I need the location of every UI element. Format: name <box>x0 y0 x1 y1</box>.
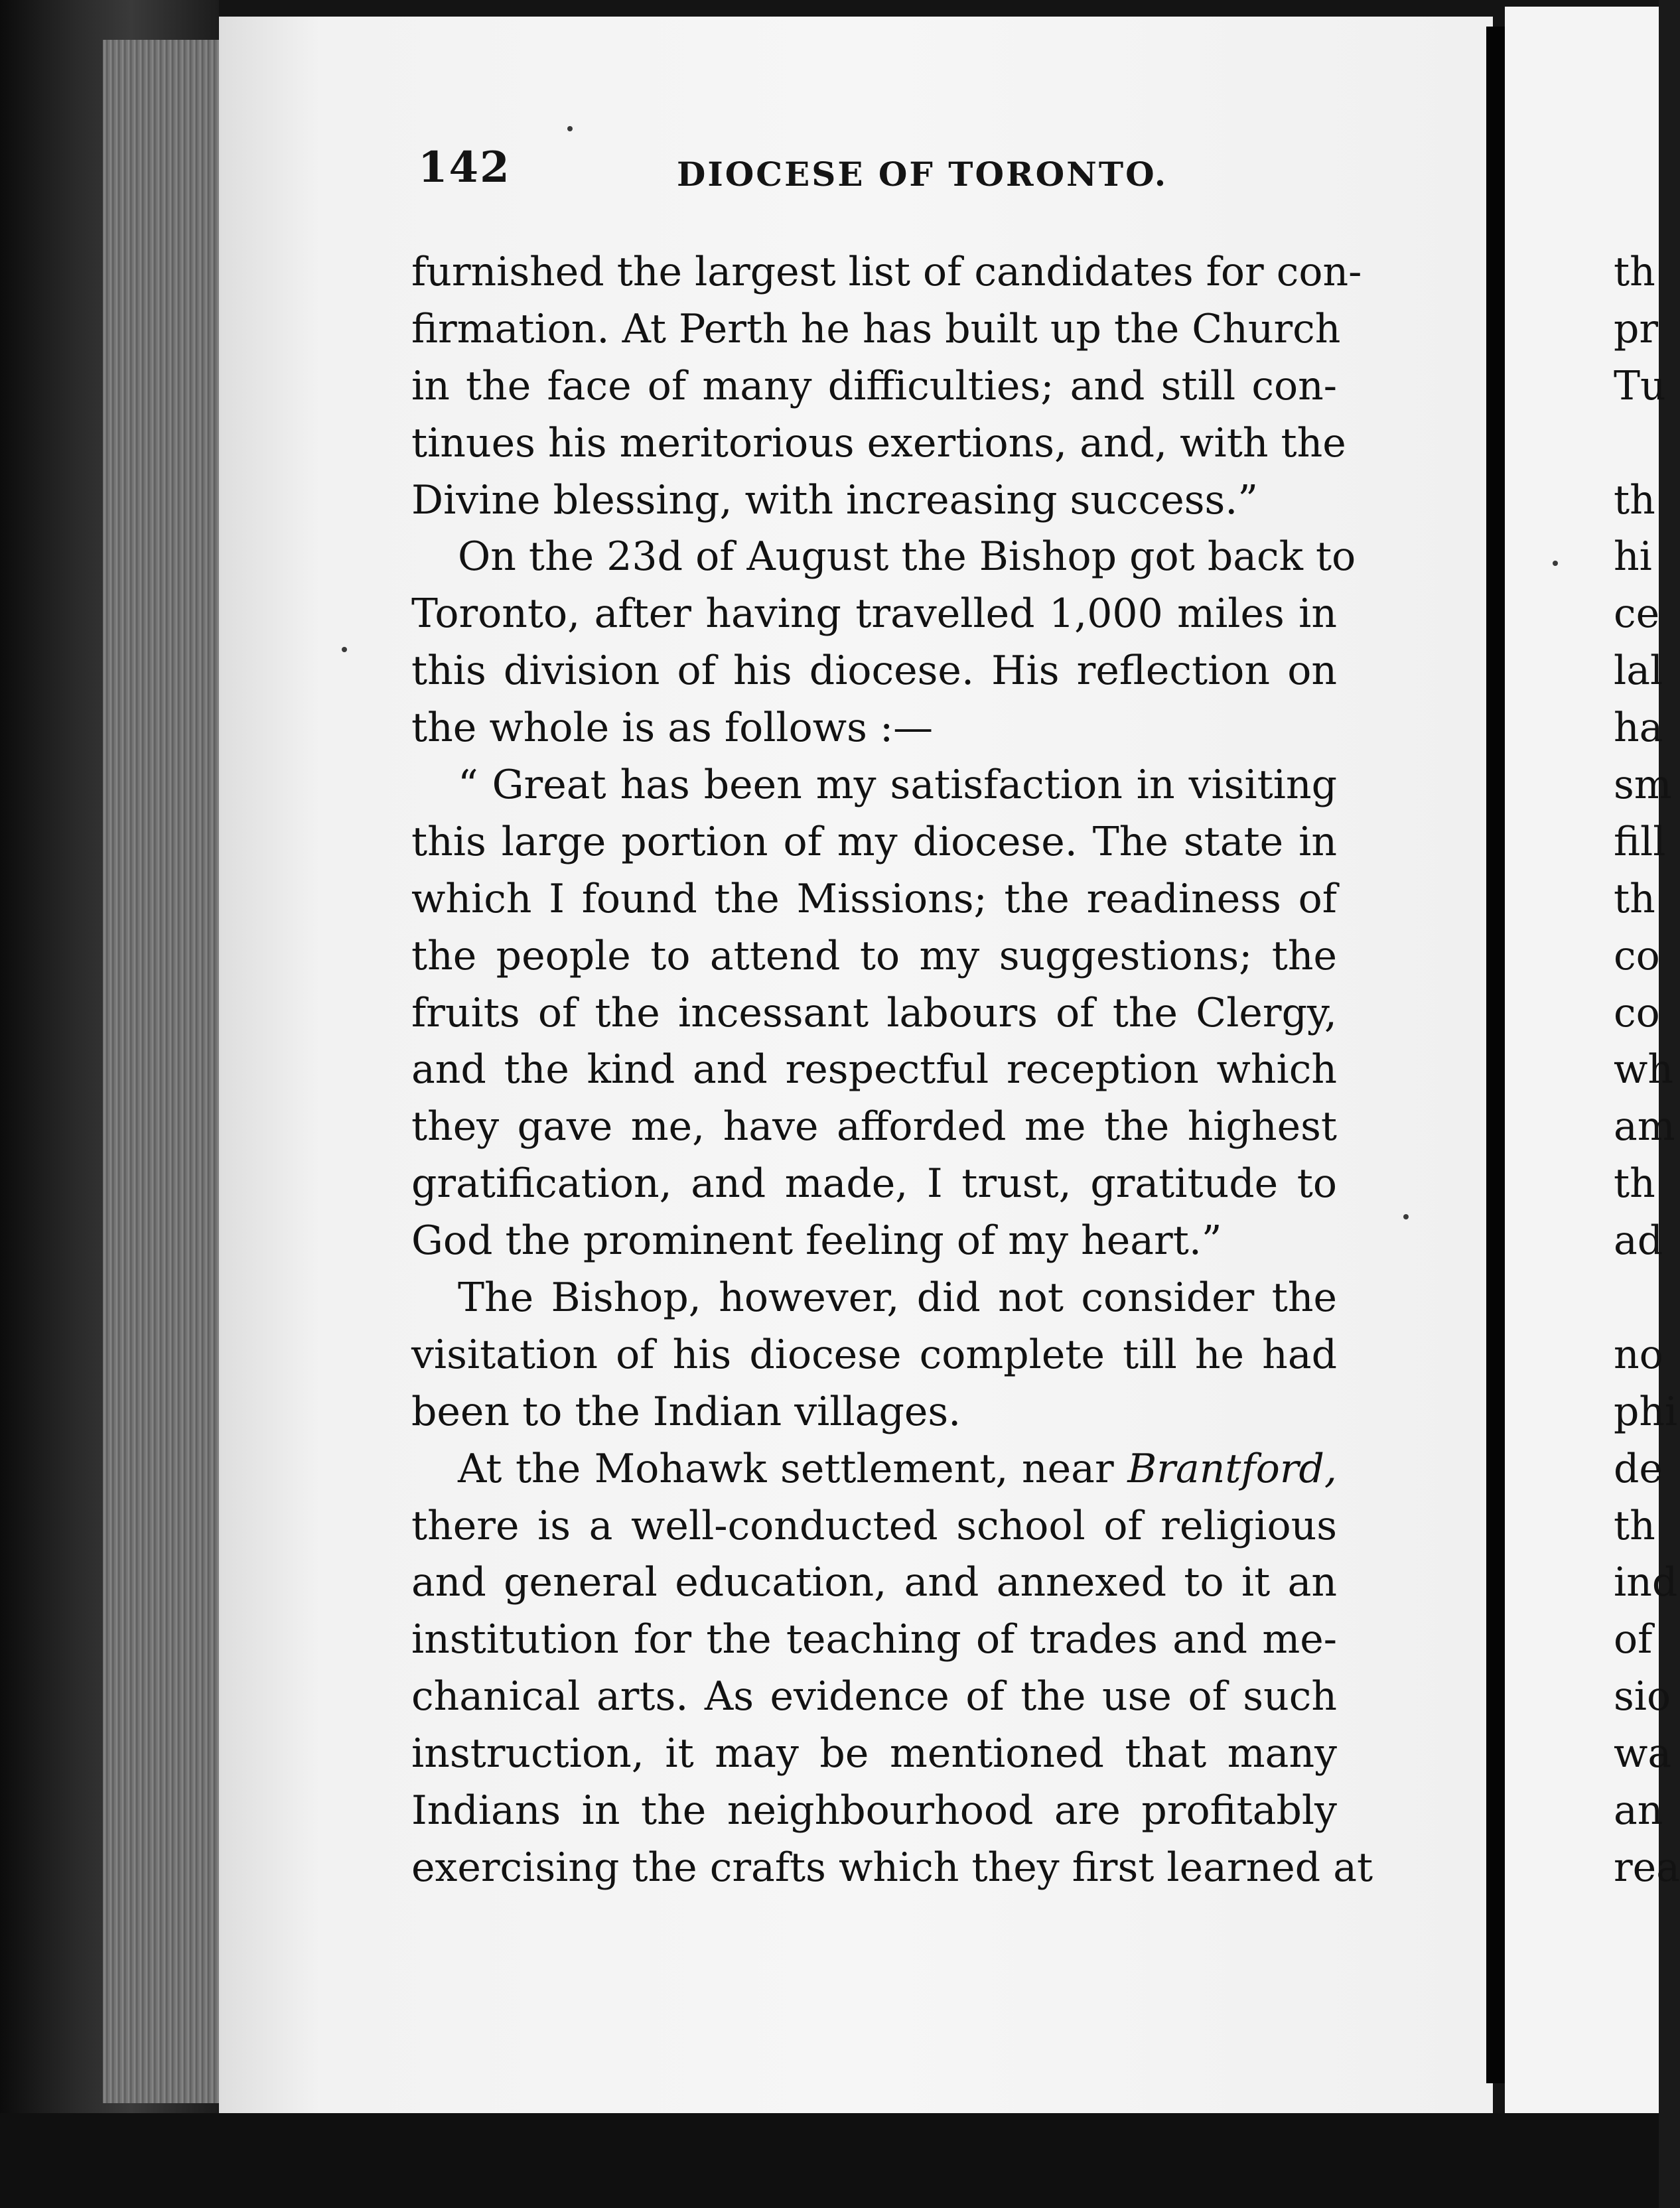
text-line: there is a well-conducted school of religious <box>411 1502 1337 1549</box>
facing-text-fragment: co <box>1614 989 1660 1036</box>
text-line: chanical arts. As evidence of the use of such <box>411 1673 1337 1720</box>
facing-text-fragment: co <box>1614 932 1660 979</box>
text-line: firmation. At Perth he has built up the Church <box>411 305 1341 352</box>
facing-text-fragment: de <box>1614 1445 1663 1492</box>
scan-speck <box>1403 1214 1409 1219</box>
place-name-italic: Brantford, <box>1127 1445 1337 1492</box>
text-line: the people to attend to my suggestions; the <box>411 932 1337 979</box>
running-title: DIOCESE OF TORONTO. <box>677 155 1168 194</box>
text-line: Toronto, after having travelled 1,000 miles in <box>411 590 1337 638</box>
text-line: in the face of many difficulties; and still con- <box>411 362 1337 409</box>
facing-text-fragment <box>1614 415 1659 472</box>
text-line: this large portion of my diocese. The state in <box>411 818 1337 865</box>
facing-text-fragment: sio <box>1614 1673 1671 1720</box>
facing-text-fragment: hi <box>1614 533 1652 581</box>
text-line: “ Great has been my satisfaction in visiting <box>458 762 1337 809</box>
text-line: The Bishop, however, did not consider the <box>458 1275 1337 1322</box>
facing-text-fragment: ad <box>1614 1217 1663 1265</box>
book-gutter <box>1486 27 1505 2083</box>
text-line: furnished the largest list of candidates for con- <box>411 249 1362 295</box>
facing-text-fragment: am <box>1614 1103 1675 1150</box>
text-line: and general education, and annexed to it an <box>411 1559 1337 1606</box>
facing-text-fragment <box>1614 1270 1659 1327</box>
text-line: and the kind and respectful reception which <box>411 1046 1337 1093</box>
text-line: tinues his meritorious exertions, and, with the <box>411 419 1346 466</box>
text-line: exercising the crafts which they first learned at <box>411 1844 1373 1891</box>
facing-text-fragment: ha <box>1614 705 1663 752</box>
text-line: God the prominent feeling of my heart.” <box>411 1217 1222 1265</box>
facing-text-fragment: sm <box>1614 762 1672 809</box>
facing-text-fragment: wh <box>1614 1046 1673 1093</box>
text-line: visitation of his diocese complete till he had <box>411 1331 1337 1378</box>
text-line: Indians in the neighbourhood are profitably <box>411 1787 1337 1834</box>
facing-text-fragment: an <box>1614 1787 1663 1834</box>
facing-text-fragment: th <box>1614 875 1655 922</box>
text-line: this division of his diocese. His reflection on <box>411 648 1337 695</box>
facing-text-fragment: fill <box>1614 818 1666 865</box>
text-line: gratification, and made, I trust, gratitude to <box>411 1160 1337 1208</box>
scan-speck <box>342 647 347 652</box>
text-line: fruits of the incessant labours of the Clergy, <box>411 989 1337 1036</box>
text-line: instruction, it may be mentioned that many <box>411 1730 1337 1777</box>
scan-speck <box>1553 561 1558 566</box>
facing-text-fragment: phi <box>1614 1388 1678 1435</box>
scan-bottom-border <box>0 2113 1659 2208</box>
scan-speck <box>567 126 573 131</box>
text-line: Divine blessing, with increasing success.” <box>411 476 1259 523</box>
facing-text-fragment: lal <box>1614 648 1663 695</box>
facing-text-fragment: ind <box>1614 1559 1678 1606</box>
facing-text-fragment: ce <box>1614 590 1660 638</box>
text-line: institution for the teaching of trades and me- <box>411 1616 1337 1663</box>
text-line <box>411 1441 1337 1498</box>
book-page-edges <box>103 40 219 2103</box>
facing-text-fragment: th <box>1614 1502 1655 1549</box>
facing-text-fragment: th <box>1614 249 1655 295</box>
facing-page-text <box>1614 244 1680 1897</box>
facing-text-fragment: pr <box>1614 305 1659 352</box>
facing-text-fragment: th <box>1614 1160 1655 1208</box>
facing-text-fragment: th <box>1614 476 1655 523</box>
facing-text-fragment: Tu <box>1614 362 1666 409</box>
facing-text-fragment: wa <box>1614 1730 1672 1777</box>
facing-text-fragment: rea <box>1614 1844 1680 1891</box>
running-head <box>418 143 1340 209</box>
text-line: been to the Indian villages. <box>411 1388 961 1435</box>
body-text <box>411 244 1373 1897</box>
text-line: the whole is as follows :— <box>411 705 934 752</box>
text-line: On the 23d of August the Bishop got back to <box>458 533 1356 581</box>
text-line: which I found the Missions; the readiness of <box>411 875 1337 922</box>
page-number: 142 <box>418 143 511 192</box>
facing-text-fragment: no <box>1614 1331 1663 1378</box>
facing-text-fragment: of <box>1614 1616 1653 1663</box>
text-line: they gave me, have afforded me the highest <box>411 1103 1337 1150</box>
text-line-lead: At the Mohawk settlement, near <box>458 1445 1128 1492</box>
